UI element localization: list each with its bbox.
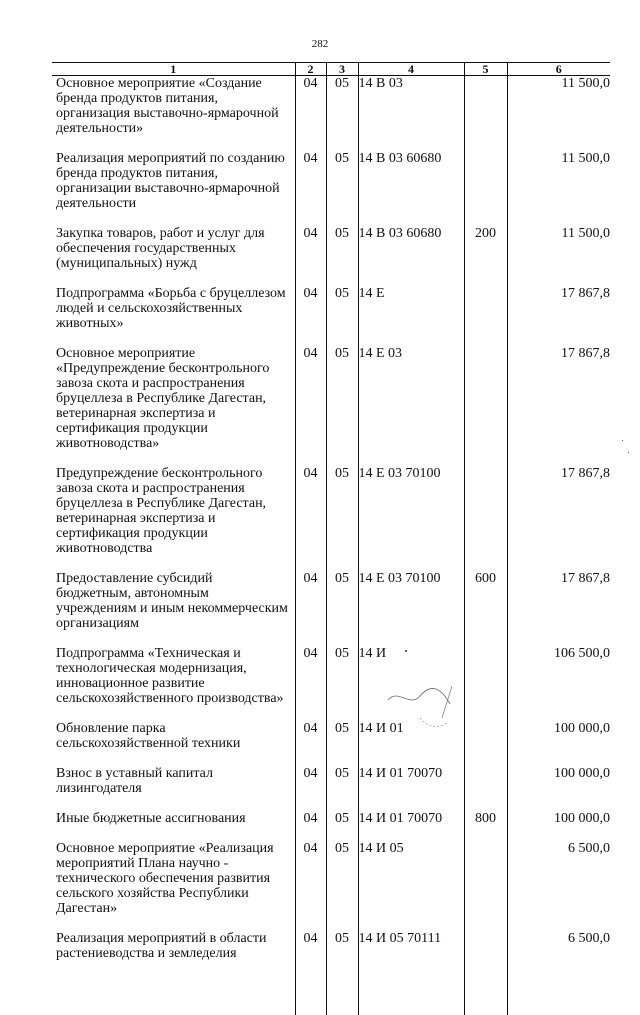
expense-type-code: 800 xyxy=(464,811,507,841)
amount: 6 500,0 xyxy=(507,931,610,1015)
target-article-code: 14 Е 03 70100 xyxy=(358,571,464,646)
target-article-code: 14 В 03 60680 xyxy=(358,226,464,286)
table-row xyxy=(52,286,610,346)
section-code: 04 xyxy=(295,931,326,1015)
table-row xyxy=(52,151,610,226)
target-article-code: 14 И 05 xyxy=(358,841,464,931)
table-row xyxy=(52,76,610,152)
stray-dot xyxy=(622,440,623,441)
amount: 11 500,0 xyxy=(507,226,610,286)
section-code: 04 xyxy=(295,76,326,152)
target-article-code: 14 И 05 70111 xyxy=(358,931,464,1015)
amount: 17 867,8 xyxy=(507,571,610,646)
expense-type-code xyxy=(464,286,507,346)
column-header: 6 xyxy=(507,63,610,76)
expense-type-code: 600 xyxy=(464,571,507,646)
subsection-code: 05 xyxy=(326,811,358,841)
amount: 11 500,0 xyxy=(507,151,610,226)
subsection-code: 05 xyxy=(326,151,358,226)
target-article-code: 14 И 01 xyxy=(358,721,464,766)
subsection-code: 05 xyxy=(326,346,358,466)
table-row xyxy=(52,346,610,466)
subsection-code: 05 xyxy=(326,646,358,721)
target-article-code: 14 В 03 60680 xyxy=(358,151,464,226)
target-article-code: 14 Е 03 70100 xyxy=(358,466,464,571)
expense-type-code xyxy=(464,931,507,1015)
amount: 100 000,0 xyxy=(507,811,610,841)
expense-type-code xyxy=(464,766,507,811)
table-row xyxy=(52,841,610,931)
item-name: Обновление парка сельскохозяйственной техники xyxy=(56,721,241,751)
table-row xyxy=(52,931,610,1015)
item-name: Реализация мероприятий по созданию бренда продуктов питания, организации выставочно-ярмарочной деятельности xyxy=(56,151,285,211)
section-code: 04 xyxy=(295,286,326,346)
amount: 17 867,8 xyxy=(507,466,610,571)
target-article-code: 14 И xyxy=(358,646,464,721)
table-row xyxy=(52,811,610,841)
item-name: Взнос в уставный капитал лизингодателя xyxy=(56,766,213,796)
page-number: 282 xyxy=(311,38,329,50)
subsection-code: 05 xyxy=(326,766,358,811)
section-code: 04 xyxy=(295,226,326,286)
item-name: Предоставление субсидий бюджетным, автономным учреждениям и иным некоммерческим организациям xyxy=(56,571,288,631)
amount: 17 867,8 xyxy=(507,346,610,466)
section-code: 04 xyxy=(295,721,326,766)
item-name: Иные бюджетные ассигнования xyxy=(56,811,246,826)
amount: 11 500,0 xyxy=(507,76,610,152)
expense-type-code xyxy=(464,646,507,721)
column-header: 5 xyxy=(464,63,507,76)
column-header: 1 xyxy=(52,63,295,76)
table-row xyxy=(52,721,610,766)
subsection-code: 05 xyxy=(326,226,358,286)
amount: 6 500,0 xyxy=(507,841,610,931)
item-name: Основное мероприятие «Создание бренда продуктов питания, организация выставочно-ярмарочной деятельности» xyxy=(56,76,279,136)
expense-type-code xyxy=(464,76,507,152)
target-article-code: 14 Е xyxy=(358,286,464,346)
expense-type-code xyxy=(464,466,507,571)
section-code: 04 xyxy=(295,571,326,646)
subsection-code: 05 xyxy=(326,76,358,152)
table-row xyxy=(52,571,610,646)
subsection-code: 05 xyxy=(326,841,358,931)
section-code: 04 xyxy=(295,151,326,226)
table-row xyxy=(52,766,610,811)
expense-type-code xyxy=(464,346,507,466)
column-header: 4 xyxy=(358,63,464,76)
target-article-code: 14 И 01 70070 xyxy=(358,766,464,811)
column-header: 2 xyxy=(295,63,326,76)
item-name: Закупка товаров, работ и услуг для обеспечения государственных (муниципальных) нужд xyxy=(56,226,265,271)
item-name: Основное мероприятие «Реализация мероприятий Плана научно - технического обеспечения развития сельского хозяйства Республики Дагестан» xyxy=(56,841,274,916)
target-article-code: 14 И 01 70070 xyxy=(358,811,464,841)
section-code: 04 xyxy=(295,841,326,931)
amount: 100 000,0 xyxy=(507,721,610,766)
section-code: 04 xyxy=(295,466,326,571)
table-row xyxy=(52,226,610,286)
item-name: Подпрограмма «Техническая и технологическая модернизация, инновационное развитие сельскохозяйственного производства» xyxy=(56,646,284,706)
table-row xyxy=(52,646,610,721)
item-name: Подпрограмма «Борьба с бруцеллезом людей и сельскохозяйственных животных» xyxy=(56,286,286,331)
expense-type-code xyxy=(464,151,507,226)
expense-type-code xyxy=(464,721,507,766)
section-code: 04 xyxy=(295,646,326,721)
item-name: Основное мероприятие «Предупреждение бесконтрольного завоза скота и распространения бруцеллеза в Республике Дагестан, ветеринарная экспертиза и сертификация продукции животноводства» xyxy=(56,346,270,451)
section-code: 04 xyxy=(295,811,326,841)
header-row xyxy=(52,63,610,76)
amount: 106 500,0 xyxy=(507,646,610,721)
subsection-code: 05 xyxy=(326,571,358,646)
item-name: Реализация мероприятий в области растениеводства и земледелия xyxy=(56,931,267,961)
target-article-code: 14 Е 03 xyxy=(358,346,464,466)
section-code: 04 xyxy=(295,346,326,466)
stray-dot xyxy=(628,452,629,453)
item-name: Предупреждение бесконтрольного завоза скота и распространения бруцеллеза в Республике Дагестан, ветеринарная экспертиза и сертификация продукции животноводства xyxy=(56,466,267,556)
column-header: 3 xyxy=(326,63,358,76)
amount: 100 000,0 xyxy=(507,766,610,811)
table-row xyxy=(52,466,610,571)
expense-type-code xyxy=(464,841,507,931)
expense-type-code: 200 xyxy=(464,226,507,286)
subsection-code: 05 xyxy=(326,466,358,571)
section-code: 04 xyxy=(295,766,326,811)
amount: 17 867,8 xyxy=(507,286,610,346)
subsection-code: 05 xyxy=(326,721,358,766)
target-article-code: 14 В 03 xyxy=(358,76,464,152)
subsection-code: 05 xyxy=(326,286,358,346)
budget-table xyxy=(52,62,610,1015)
subsection-code: 05 xyxy=(326,931,358,1015)
